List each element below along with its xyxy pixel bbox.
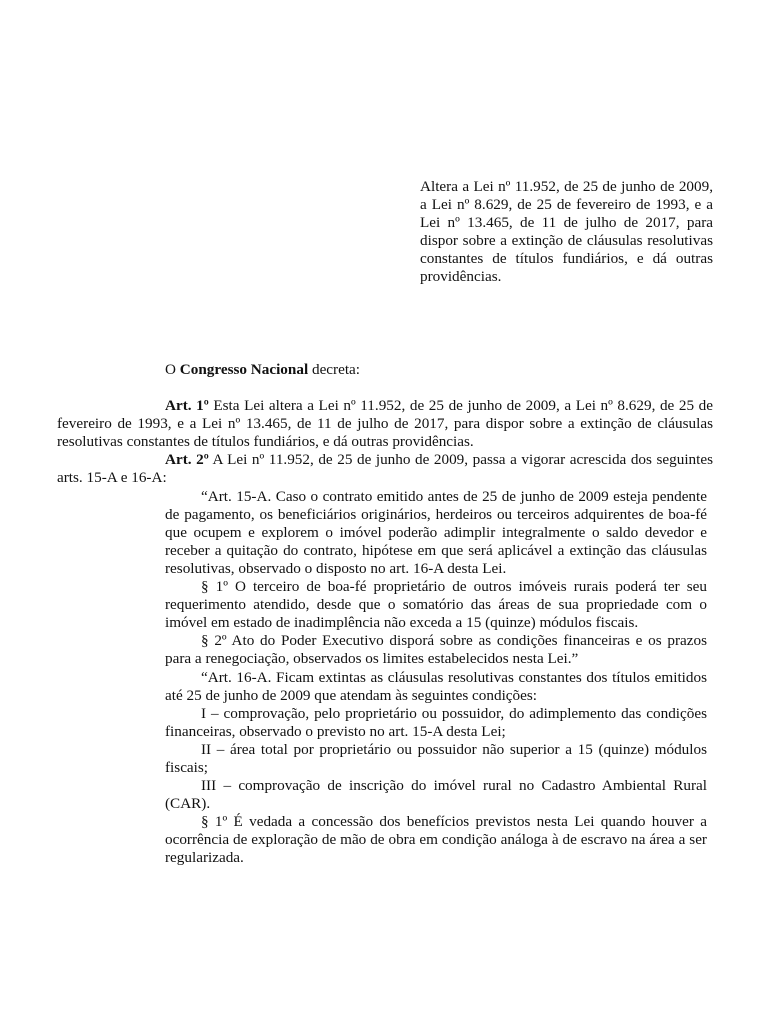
ementa: Altera a Lei nº 11.952, de 25 de junho de 2009, a Lei nº 8.629, de 25 de fevereiro de 1993, e a Lei nº 13.465, de 11 de julho de 2017, para dispor sobre a extinção de cláusulas resolutivas constantes de títulos fundiários, e dá outras providências. [420,178,713,285]
preamble-suffix: decreta: [308,361,361,378]
preamble-prefix: O [165,361,180,378]
article-2 [57,451,713,487]
spacer [57,379,713,397]
article-1-label: Art. 1º [165,397,209,415]
art-16a-item-i: I – comprovação, pelo proprietário ou possuidor, do adimplemento das condições financeiras, observado o previsto no art. 15-A desta Lei; [165,704,707,740]
document-body [57,361,713,868]
art-16a-item-ii: II – área total por proprietário ou possuidor não superior a 15 (quinze) módulos fiscais; [165,740,707,776]
article-1-text: Esta Lei altera a Lei nº 11.952, de 25 de junho de 2009, a Lei nº 8.629, de 25 de fevereiro de 1993, e a Lei nº 13.465, de 11 de julho de 2017, para dispor sobre a extinção de cláusulas resolutivas constantes de títulos fundiários, e dá outras providências. [57,397,714,451]
art-16a-paragraph-1: § 1º É vedada a concessão dos benefícios previstos nesta Lei quando houver a ocorrência de exploração de mão de obra em condição análoga à de escravo na área a ser regularizada. [165,813,707,867]
art-15a-paragraph-1: § 1º O terceiro de boa-fé proprietário de outros imóveis rurais poderá ter seu requerimento atendido, desde que o somatório das áreas de sua propriedade com o imóvel em estado de inadimplência não exceda a 15 (quinze) módulos fiscais. [165,578,707,632]
quoted-amendment [165,488,707,868]
article-2-label: Art. 2º [165,451,209,469]
article-1 [57,397,713,451]
article-2-text: A Lei nº 11.952, de 25 de junho de 2009, passa a vigorar acrescida dos seguintes arts. 15-A e 16-A: [57,451,714,487]
preamble [57,361,713,379]
art-15a-caput: “Art. 15-A. Caso o contrato emitido antes de 25 de junho de 2009 esteja pendente de pagamento, os beneficiários originários, herdeiros ou terceiros adquirentes de boa-fé que ocupem e explorem o imóvel poderão adimplir integralmente o saldo devedor e receber a quitação do contrato, hipótese em que será aplicável a extinção das cláusulas resolutivas, observado o disposto no art. 16-A desta Lei. [165,487,707,577]
art-16a-caput: “Art. 16-A. Ficam extintas as cláusulas resolutivas constantes dos títulos emitidos até 25 de junho de 2009 que atendam às seguintes condições: [165,668,707,704]
art-16a-item-iii: III – comprovação de inscrição do imóvel rural no Cadastro Ambiental Rural (CAR). [165,777,707,813]
art-15a-paragraph-2: § 2º Ato do Poder Executivo disporá sobre as condições financeiras e os prazos para a renegociação, observados os limites estabelecidos nesta Lei.” [165,632,707,668]
preamble-congress: Congresso Nacional [179,361,309,378]
